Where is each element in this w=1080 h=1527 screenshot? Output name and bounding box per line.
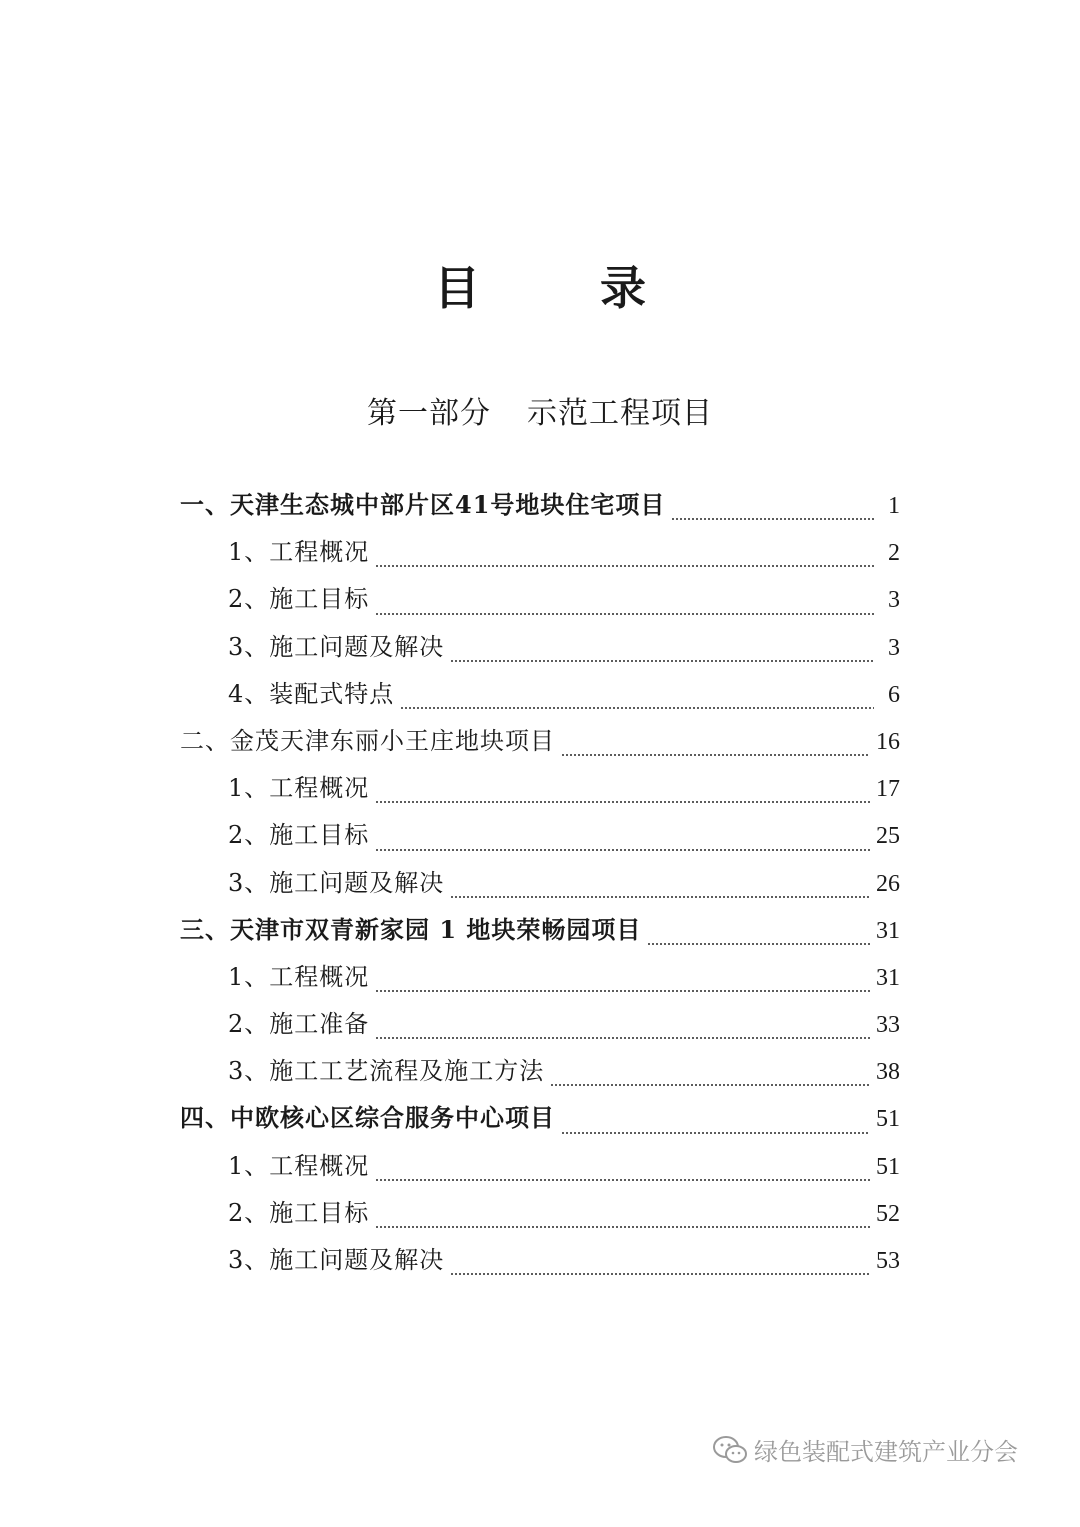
- dot-leader: [647, 943, 870, 945]
- toc-page-number: 2: [888, 540, 900, 567]
- toc-title: 目 录: [433, 261, 698, 315]
- toc-page-number: 17: [876, 776, 900, 803]
- toc-entry-label: 2、施工准备: [228, 1010, 370, 1039]
- toc-entry-label: 四、中欧核心区综合服务中心项目: [180, 1103, 555, 1133]
- toc-entry-label: 1、工程概况: [228, 1151, 370, 1180]
- toc-entry-label: 2、施工目标: [228, 821, 370, 850]
- toc-page-number: 51: [876, 1106, 900, 1133]
- toc-page-number: 6: [888, 681, 900, 708]
- dot-leader: [375, 1037, 870, 1039]
- toc-chapter-entry[interactable]: [180, 910, 900, 957]
- wechat-icon: [712, 1435, 748, 1465]
- toc-entry-label: 1、工程概况: [228, 774, 370, 803]
- toc-entry-label: 4、装配式特点: [228, 679, 395, 708]
- toc-section-entry[interactable]: [180, 1004, 900, 1051]
- dot-leader: [450, 896, 870, 898]
- dot-leader: [375, 1226, 870, 1228]
- toc-page-number: 3: [888, 587, 900, 614]
- toc-entry-label: 1、工程概况: [228, 538, 370, 567]
- toc-section-entry[interactable]: [180, 1240, 900, 1287]
- dot-leader: [561, 1132, 870, 1134]
- toc-entry-label: 一、天津生态城中部片区41号地块住宅项目: [180, 490, 666, 519]
- dot-leader: [400, 707, 874, 709]
- toc-page-number: 25: [876, 823, 900, 850]
- toc-entry-label: 3、施工问题及解决: [228, 632, 445, 661]
- toc-entry-label: 2、施工目标: [228, 585, 370, 614]
- toc-entry-label: 2、施工目标: [228, 1198, 370, 1227]
- toc-section-entry[interactable]: [180, 863, 900, 910]
- toc-page-number: 3: [888, 634, 900, 661]
- toc-section-entry[interactable]: [180, 957, 900, 1004]
- toc-entry-label: 3、施工问题及解决: [228, 1246, 445, 1274]
- toc-page-number: 31: [876, 964, 900, 991]
- toc-entry-label: 二、金茂天津东丽小王庄地块项目: [180, 726, 555, 755]
- toc-page-number: 31: [876, 917, 900, 944]
- part-heading: [0, 388, 1080, 432]
- dot-leader: [375, 849, 870, 851]
- toc-section-entry[interactable]: [180, 815, 900, 862]
- toc-section-entry[interactable]: [180, 532, 900, 579]
- toc-section-entry[interactable]: [180, 579, 900, 626]
- toc-entry-label: 3、施工问题及解决: [228, 868, 445, 897]
- watermark-text: 绿色装配式建筑产业分会: [754, 1438, 1018, 1466]
- dot-leader: [375, 801, 870, 803]
- toc-section-entry[interactable]: [180, 1051, 900, 1098]
- toc-chapter-entry[interactable]: [180, 485, 900, 532]
- dot-leader: [671, 518, 874, 520]
- toc-page-number: 53: [876, 1248, 900, 1274]
- toc-entry-label: 三、天津市双青新家园 1 地块荣畅园项目: [180, 914, 642, 944]
- toc-section-entry[interactable]: [180, 627, 900, 674]
- dot-leader: [375, 990, 870, 992]
- part-name: 示范工程项目: [527, 396, 713, 431]
- toc-chapter-entry[interactable]: [180, 721, 900, 768]
- part-label: 第一部分: [367, 396, 491, 431]
- dot-leader: [375, 1179, 870, 1181]
- toc-section-entry[interactable]: [180, 1193, 900, 1240]
- toc-page-number: 52: [876, 1200, 900, 1227]
- dot-leader: [561, 754, 870, 756]
- toc-section-entry[interactable]: [180, 768, 900, 815]
- toc-page-number: 51: [876, 1153, 900, 1180]
- toc-page-number: 16: [876, 728, 900, 755]
- dot-leader: [450, 660, 874, 662]
- dot-leader: [375, 565, 874, 567]
- dot-leader: [550, 1084, 870, 1086]
- toc-entry-label: 3、施工工艺流程及施工方法: [228, 1057, 545, 1086]
- dot-leader: [450, 1273, 870, 1275]
- watermark: [712, 1432, 1018, 1467]
- toc-entry-label: 1、工程概况: [228, 962, 370, 991]
- dot-leader: [375, 613, 874, 615]
- table-of-contents: [180, 485, 900, 1287]
- toc-page-number: 33: [876, 1012, 900, 1039]
- toc-page-number: 38: [876, 1059, 900, 1086]
- toc-section-entry[interactable]: [180, 674, 900, 721]
- toc-section-entry[interactable]: [180, 1146, 900, 1193]
- toc-page-number: 1: [888, 493, 900, 519]
- toc-chapter-entry[interactable]: [180, 1098, 900, 1145]
- toc-page-number: 26: [876, 870, 900, 897]
